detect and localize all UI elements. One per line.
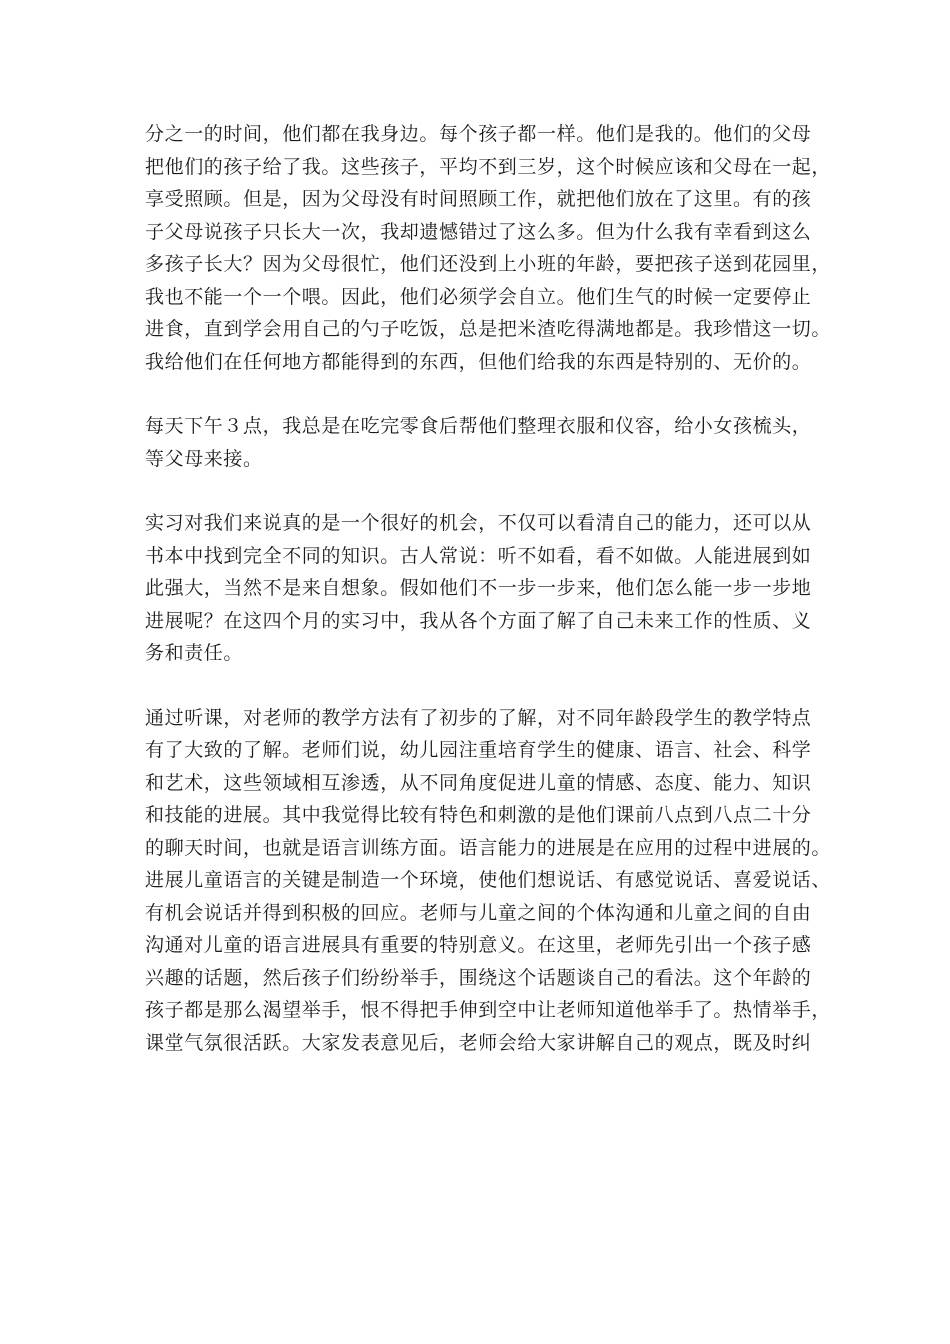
text-line: 的聊天时间，也就是语言训练方面。语言能力的进展是在应用的过程中进展的。 — [145, 836, 832, 859]
paragraph-2 — [145, 410, 815, 475]
text-line: 子父母说孩子只长大一次，我却遗憾错过了这么多。但为什么我有幸看到这么 — [145, 220, 812, 243]
document-body — [145, 118, 832, 1059]
text-line: 多孩子长大？因为父母很忙，他们还没到上小班的年龄，要把孩子送到花园里， — [145, 253, 832, 275]
text-line: 进食，直到学会用自己的勺子吃饭，总是把米渣吃得满地都是。我珍惜这一切。 — [145, 318, 832, 340]
text-line: 通过听课，对老师的教学方法有了初步的了解，对不同年龄段学生的教学特点 — [145, 706, 812, 729]
text-line: 有机会说话并得到积极的回应。老师与儿童之间的个体沟通和儿童之间的自由 — [145, 901, 812, 924]
text-line: 书本中找到完全不同的知识。古人常说：听不如看，看不如做。人能进展到如 — [145, 544, 812, 567]
text-line: 务和责任。 — [145, 642, 244, 664]
text-line: 实习对我们来说真的是一个很好的机会，不仅可以看清自己的能力，还可以从 — [145, 512, 812, 534]
text-line: 享受照顾。但是，因为父母没有时间照顾工作，就把他们放在了这里。有的孩 — [145, 188, 812, 210]
text-line: 把他们的孩子给了我。这些孩子，平均不到三岁，这个时候应该和父母在一起， — [145, 155, 832, 178]
paragraph-1 — [145, 118, 832, 378]
text-line: 课堂气氛很活跃。大家发表意见后，老师会给大家讲解自己的观点，既及时纠 — [145, 1031, 812, 1054]
text-line: 兴趣的话题，然后孩子们纷纷举手，围绕这个话题谈自己的看法。这个年龄的 — [145, 966, 812, 989]
text-line: 每天下午３点，我总是在吃完零食后帮他们整理衣服和仪容，给小女孩梳头， — [145, 415, 812, 437]
text-line: 进展呢？在这四个月的实习中，我从各个方面了解了自己未来工作的性质、义 — [145, 609, 812, 632]
text-line: 分之一的时间，他们都在我身边。每个孩子都一样。他们是我的。他们的父母 — [145, 123, 812, 145]
text-line: 此强大，当然不是来自想象。假如他们不一步一步来，他们怎么能一步一步地 — [145, 577, 812, 599]
text-line: 和技能的进展。其中我觉得比较有特色和刺激的是他们课前八点到八点二十分 — [145, 804, 812, 826]
text-line: 沟通对儿童的语言进展具有重要的特别意义。在这里，老师先引出一个孩子感 — [145, 934, 812, 956]
paragraph-spacer — [145, 670, 815, 702]
text-line: 我也不能一个一个喂。因此，他们必须学会自立。他们生气的时候一定要停止 — [145, 285, 812, 308]
text-line: 和艺术，这些领域相互渗透，从不同角度促进儿童的情感、态度、能力、知识 — [145, 771, 812, 794]
paragraph-spacer — [145, 378, 815, 410]
paragraph-3 — [145, 507, 815, 670]
text-line: 有了大致的了解。老师们说，幼儿园注重培育学生的健康、语言、社会、科学 — [145, 739, 812, 761]
text-line: 孩子都是那么渴望举手，恨不得把手伸到空中让老师知道他举手了。热情举手， — [145, 999, 832, 1021]
paragraph-4 — [145, 702, 832, 1060]
text-line: 等父母来接。 — [145, 447, 263, 470]
text-line: 进展儿童语言的关键是制造一个环境，使他们想说话、有感觉说话、喜爱说话、 — [145, 869, 832, 891]
text-line: 我给他们在任何地方都能得到的东西，但他们给我的东西是特别的、无价的。 — [145, 350, 812, 373]
paragraph-spacer — [145, 475, 815, 507]
